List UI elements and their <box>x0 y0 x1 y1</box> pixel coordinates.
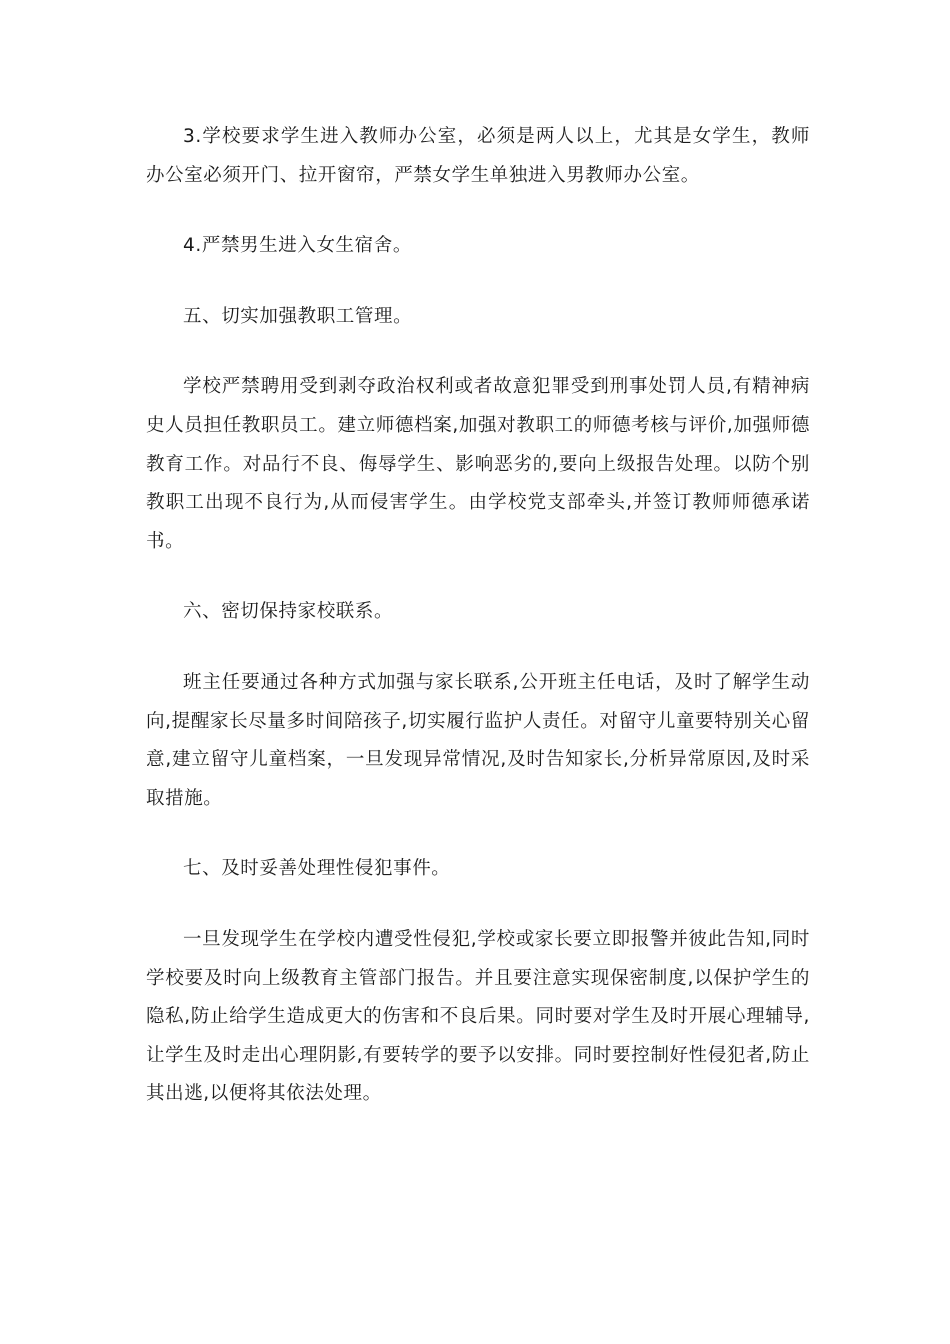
paragraph-gap <box>146 818 810 850</box>
section-heading-5: 五、切实加强教职工管理。 <box>183 305 413 327</box>
paragraph-gap <box>146 266 810 298</box>
paragraph-staff-management: 学校严禁聘用受到剥夺政治权利或者故意犯罪受到刑事处罚人员,有精神病史人员担任教职员工。建立师德档案,加强对教职工的师德考核与评价,加强师德教育工作。对品行不良、侮辱学生、影响恶劣的,要向上级报告处理。以防个别教职工出现不良行为,从而侵害学生。由学校党支部牵头,并签订教师师德承诺书。 <box>146 376 810 552</box>
paragraph-gap <box>146 632 810 664</box>
document-body <box>146 118 810 1114</box>
paragraph-gap <box>146 889 810 921</box>
paragraph-gap <box>146 561 810 593</box>
section-heading-7: 七、及时妥善处理性侵犯事件。 <box>183 858 451 880</box>
paragraph-rule-4: 4.严禁男生进入女生宿舍。 <box>183 235 412 257</box>
paragraph-gap <box>146 336 810 368</box>
section-heading-6: 六、密切保持家校联系。 <box>183 601 394 623</box>
paragraph-home-school-contact: 班主任要通过各种方式加强与家长联系,公开班主任电话，及时了解学生动向,提醒家长尽量多时间陪孩子,切实履行监护人责任。对留守儿童要特别关心留意,建立留守儿童档案，一旦发现异常情况,及时告知家长,分析异常原因,及时采取措施。 <box>146 671 810 809</box>
paragraph-gap <box>146 195 810 227</box>
paragraph-incident-handling: 一旦发现学生在学校内遭受性侵犯,学校或家长要立即报警并彼此告知,同时学校要及时向上级教育主管部门报告。并且要注意实现保密制度,以保护学生的隐私,防止给学生造成更大的伤害和不良后果。同时要对学生及时开展心理辅导,让学生及时走出心理阴影,有要转学的要予以安排。同时要控制好性侵犯者,防止其出逃,以便将其依法处理。 <box>146 928 810 1105</box>
paragraph-rule-3: 3.学校要求学生进入教师办公室，必须是两人以上，尤其是女学生，教师办公室必须开门、拉开窗帘，严禁女学生单独进入男教师办公室。 <box>146 126 810 186</box>
